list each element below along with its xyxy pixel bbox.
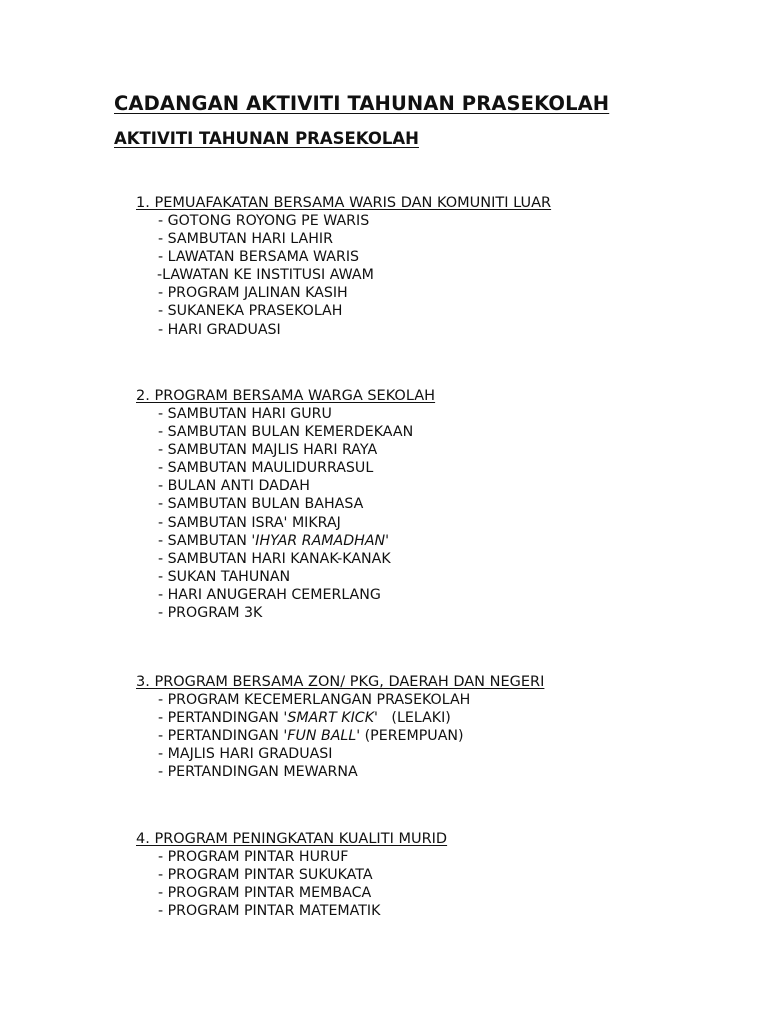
section-heading: 2. PROGRAM BERSAMA WARGA SEKOLAH <box>136 388 436 404</box>
item-prefix: - SAMBUTAN <box>158 532 252 549</box>
list-item: - SUKANEKA PRASEKOLAH <box>158 303 343 320</box>
activity-list <box>136 848 756 920</box>
item-suffix: (PEREMPUAN) <box>360 728 464 745</box>
list-item: - PROGRAM PINTAR HURUF <box>158 849 349 865</box>
list-item: - PROGRAM JALINAN KASIH <box>158 285 348 302</box>
list-item: -LAWATAN KE INSTITUSI AWAM <box>157 267 374 284</box>
list-item: - SAMBUTAN ISRA' MIKRAJ <box>158 514 341 531</box>
item-italic-text: 'IHYAR RAMADHAN' <box>251 532 390 549</box>
list-item: - SAMBUTAN HARI GURU <box>158 406 332 422</box>
list-item: - HARI ANUGERAH CEMERLANG <box>158 586 381 603</box>
document-subtitle: AKTIVITI TAHUNAN PRASEKOLAH <box>114 129 419 148</box>
list-item: - SAMBUTAN BULAN BAHASA <box>158 496 364 513</box>
list-item: - PROGRAM PINTAR MEMBACA <box>158 885 372 902</box>
section-pemuafakatan <box>136 194 756 339</box>
list-item: - SAMBUTAN BULAN KEMERDEKAAN <box>158 424 414 441</box>
list-item: - SAMBUTAN HARI KANAK-KANAK <box>158 550 391 567</box>
list-item: - MAJLIS HARI GRADUASI <box>158 746 333 763</box>
list-item: - PROGRAM PINTAR SUKUKATA <box>158 867 373 884</box>
section-zon-pkg <box>136 673 756 781</box>
activity-list <box>136 405 756 622</box>
document-title: CADANGAN AKTIVITI TAHUNAN PRASEKOLAH <box>114 92 610 115</box>
section-heading: 1. PEMUAFAKATAN BERSAMA WARIS DAN KOMUNITI LUAR <box>136 195 552 211</box>
list-item: - BULAN ANTI DADAH <box>158 478 310 495</box>
list-item <box>158 532 756 550</box>
item-prefix: - PERTANDINGAN <box>158 728 284 745</box>
section-warga-sekolah <box>136 387 756 622</box>
list-item: - PROGRAM PINTAR MATEMATIK <box>158 903 381 920</box>
list-item: - GOTONG ROYONG PE WARIS <box>158 213 370 229</box>
list-item: - LAWATAN BERSAMA WARIS <box>158 249 360 266</box>
list-item <box>158 709 756 727</box>
list-item: - PROGRAM 3K <box>158 605 263 622</box>
list-item: - HARI GRADUASI <box>158 321 281 338</box>
item-suffix: (LELAKI) <box>377 710 451 727</box>
list-item: - PROGRAM KECEMERLANGAN PRASEKOLAH <box>158 692 471 708</box>
item-italic-text: SMART KICK' <box>287 710 378 727</box>
list-item: - SAMBUTAN MAULIDURRASUL <box>158 460 374 477</box>
item-italic-text: 'FUN BALL' <box>283 728 361 745</box>
list-item: - SAMBUTAN HARI LAHIR <box>158 231 333 248</box>
item-prefix: - PERTANDINGAN ' <box>158 710 288 727</box>
list-item <box>158 727 756 745</box>
activity-list <box>136 691 756 781</box>
activity-list <box>136 212 756 339</box>
section-heading: 4. PROGRAM PENINGKATAN KUALITI MURID <box>136 831 448 847</box>
section-kualiti-murid <box>136 830 756 920</box>
list-item: - PERTANDINGAN MEWARNA <box>158 764 358 781</box>
list-item: - SUKAN TAHUNAN <box>158 568 291 585</box>
list-item: - SAMBUTAN MAJLIS HARI RAYA <box>158 442 378 459</box>
section-heading: 3. PROGRAM BERSAMA ZON/ PKG, DAERAH DAN NEGERI <box>136 674 545 690</box>
